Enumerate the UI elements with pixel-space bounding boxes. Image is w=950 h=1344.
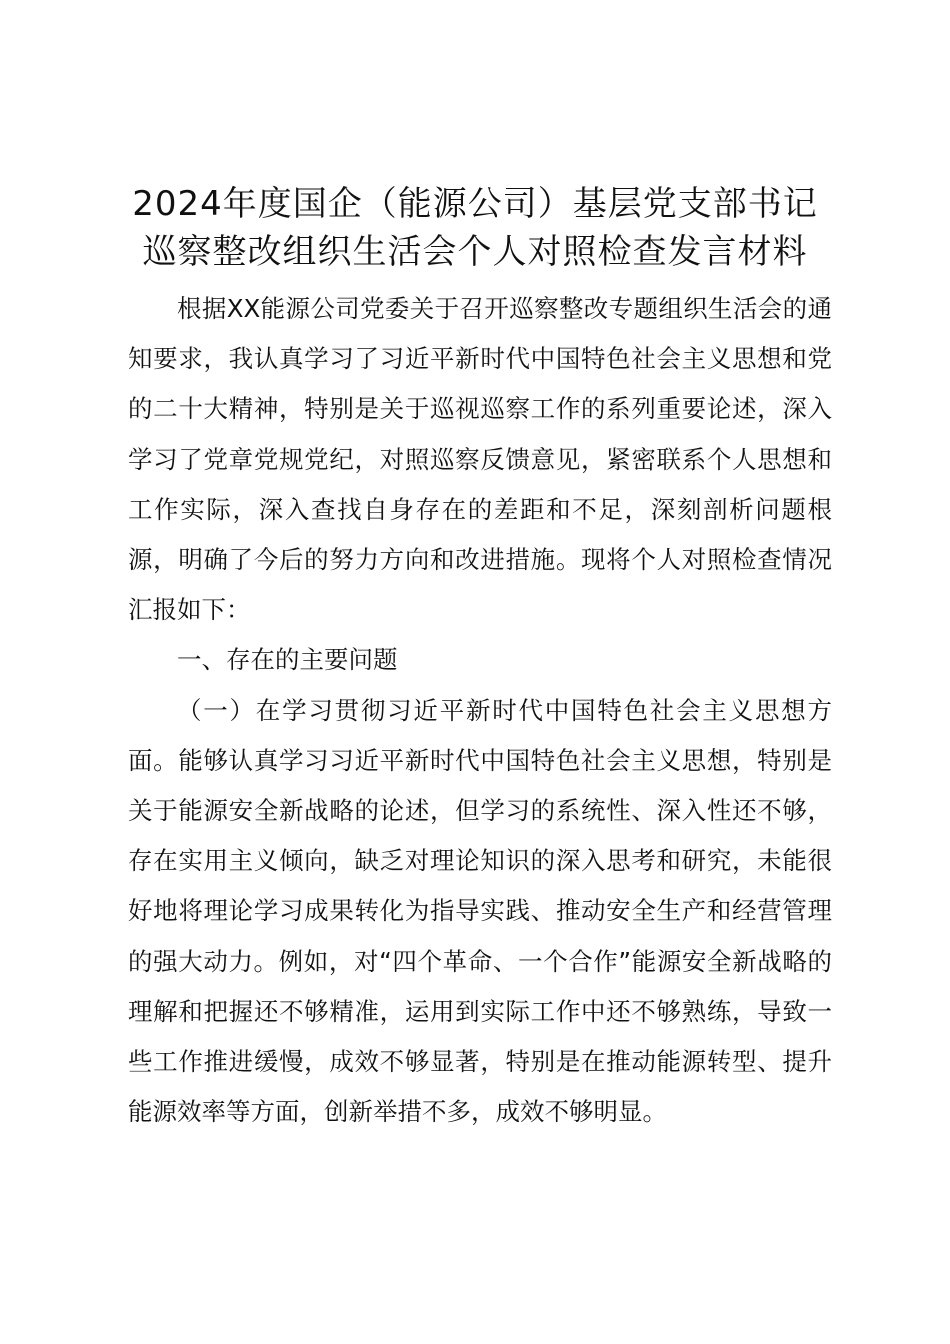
section-heading: 一、存在的主要问题 xyxy=(177,645,398,675)
title-line-1: 2024年度国企（能源公司）基层党支部书记 xyxy=(132,184,818,224)
intro-paragraph: 根据XX能源公司党委关于召开巡察整改专题组织生活会的通知要求，我认真学习了习近平新时代中国特色社会主义思想和党的二十大精神，特别是关于巡视巡察工作的系列重要论述，深入学习了党章党规党纪，对照巡察反馈意见，紧密联系个人思想和工作实际，深入查找自身存在的差距和不足，深刻剖析问题根源，明确了今后的努力方向和改进措施。现将个人对照检查情况汇报如下： xyxy=(128,294,832,625)
document-title xyxy=(100,180,850,276)
title-line-2: 巡察整改组织生活会个人对照检查发言材料 xyxy=(142,232,808,272)
subsection-paragraph: （一）在学习贯彻习近平新时代中国特色社会主义思想方面。能够认真学习习近平新时代中国特色社会主义思想，特别是关于能源安全新战略的论述，但学习的系统性、深入性还不够，存在实用主义倾向，缺乏对理论知识的深入思考和研究，未能很好地将理论学习成果转化为指导实践、推动安全生产和经营管理的强大动力。例如，对“四个革命、一个合作”能源安全新战略的理解和把握还不够精准，运用到实际工作中还不够熟练，导致一些工作推进缓慢，成效不够显著，特别是在推动能源转型、提升能源效率等方面，创新举措不多，成效不够明显。 xyxy=(128,695,832,1127)
document-body xyxy=(128,284,832,1137)
